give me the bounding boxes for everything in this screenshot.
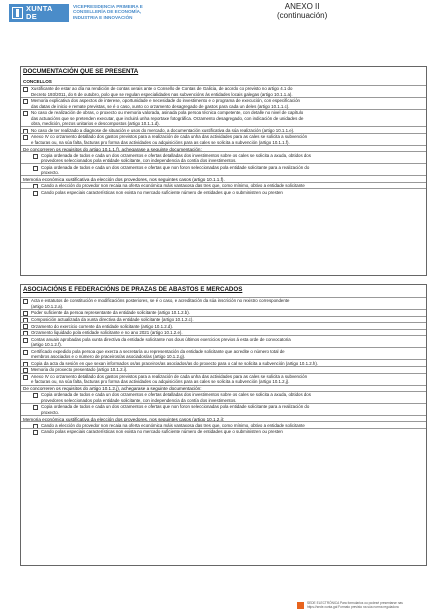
checklist-item bbox=[21, 359, 426, 366]
checklist-item bbox=[21, 163, 426, 175]
section-title: ASOCIACIÓNS E FEDERACIÓNS DE PRAZAS DE ABASTOS E MERCADOS bbox=[23, 286, 243, 293]
item-text-line: Anexo IV co orzamento detallado dos gastos previstos para a realización de cada unha das actividades para as cales se solicita a subvención bbox=[31, 134, 308, 140]
checkbox[interactable] bbox=[33, 166, 38, 171]
checklist-item bbox=[21, 182, 426, 189]
checklist-item bbox=[21, 316, 426, 323]
item-text-line: Orzamento liquidado pola entidade solicitante e no ano 2021 (artigo 10.1.2.e). bbox=[31, 330, 183, 336]
checklist-item bbox=[21, 391, 426, 403]
dept-line: VICEPRESIDENCIA PRIMEIRA E bbox=[73, 4, 143, 9]
checklist-item bbox=[21, 309, 426, 316]
item-text-line: provedores seleccionados pola entidade solicitante, con independencia da contía dos investimentos. bbox=[41, 158, 237, 164]
item-text-line: provedores seleccionados pola entidade solicitante, con independencia da contía dos investimentos. bbox=[41, 397, 237, 403]
checklist-item bbox=[21, 133, 426, 145]
item-text-line: e facturas ou, na súa falta, facturas pro forma das actividades ou adquisicións para as cales se solicita a subvención (artigo 10.1.2.j). bbox=[31, 379, 290, 385]
checkbox[interactable] bbox=[23, 299, 28, 304]
section-title: DOCUMENTACIÓN QUE SE PRESENTA bbox=[23, 68, 139, 75]
checklist-item bbox=[21, 151, 426, 163]
checklist-item bbox=[21, 329, 426, 336]
item-text-line: membros asociados e o número de praceiros/as asociados/as (artigo 10.1.2.g). bbox=[31, 354, 186, 360]
item-text-line: Certificado expedido pola persoa que exerza a secretaría ou representación da entidade solicitante que acredite o número total de bbox=[31, 348, 285, 354]
item-text bbox=[31, 349, 424, 360]
item-text-line: proxecto. bbox=[41, 170, 60, 176]
checkbox[interactable] bbox=[33, 405, 38, 410]
item-text-line: No caso de ter realizado a diagnose de situación e usos do mercado, a documentación xustificativa da súa realización (artigo 10.1.1.e). bbox=[31, 127, 295, 133]
item-text bbox=[31, 374, 424, 385]
item-text bbox=[31, 134, 424, 145]
checkbox[interactable] bbox=[33, 430, 38, 435]
checkbox[interactable] bbox=[23, 350, 28, 355]
competing-label-text: De concorreren os requisitos do artigo 10.1.2.j), achegarase a seguinte documentación: bbox=[23, 386, 202, 392]
checklist-item bbox=[21, 373, 426, 385]
checklist-item bbox=[21, 403, 426, 415]
item-text-line: Contas anuais aprobadas pola xunta directiva da entidade solicitante nos dous últimos exercicios previos á esta orde de convocatoria bbox=[31, 336, 291, 342]
item-text-line: Copia ordenada de todos e cada un dos orzamentos e ofertas detalladas dos investimentos sobre os cales se solicita a axuda, obtidos dos bbox=[41, 392, 311, 398]
item-text-line: Memoria explicativa dos aspectos de interese, oportunidade e necesidade do investimento e o programa de execución, con especificación bbox=[31, 98, 300, 104]
checklist-item bbox=[21, 347, 426, 359]
sede-electronica-icon bbox=[297, 602, 304, 609]
department-name bbox=[73, 4, 173, 20]
checklist-item bbox=[21, 188, 426, 195]
checkbox[interactable] bbox=[23, 99, 28, 104]
item-text bbox=[41, 392, 424, 403]
checkbox[interactable] bbox=[33, 191, 38, 196]
checkbox[interactable] bbox=[23, 135, 28, 140]
item-text bbox=[41, 404, 424, 415]
item-text bbox=[41, 153, 424, 164]
checkbox[interactable] bbox=[23, 375, 28, 380]
checklist-item bbox=[21, 335, 426, 347]
footer-text bbox=[307, 601, 403, 609]
item-text-line: Orzamento do exercicio corrente da entidade solicitante (artigo 10.1.2.d). bbox=[31, 323, 174, 329]
footer-line: https://sede.xunta.gal Formato previsto na súa norma reguladora bbox=[307, 605, 399, 609]
xunta-emblem-icon bbox=[12, 7, 23, 19]
checkbox[interactable] bbox=[23, 338, 28, 343]
item-text-line: Acta e estatutos de constitución e modificacións posteriores, se é o caso, e acreditación da súa inscrición no rexistro correspondente bbox=[31, 298, 290, 304]
item-text bbox=[31, 298, 424, 309]
dept-line: INDUSTRIA E INNOVACIÓN bbox=[73, 14, 133, 20]
item-text-line: Anexo IV co orzamento detallado dos gastos previstos para a realización de cada unha das actividades para as cales se solicita a subvención bbox=[31, 373, 308, 379]
checklist-item bbox=[21, 421, 426, 428]
group-label: CONCELLOS bbox=[23, 79, 52, 84]
item-text-line: No caso de realización de obras, o proxecto ou memoria valorada, asinada pola persoa técnica competente, con detalle no nivel de capítulo bbox=[31, 110, 304, 116]
item-text-line: Copia ordenada de todos e cada un dos orzamentos e ofertas que non foron seleccionadas pola entidade solicitante para a realización do bbox=[41, 404, 310, 410]
item-text bbox=[31, 337, 424, 348]
item-text-line: Composición actualizada da xunta directiva da entidade solicitante (artigo 10.1.2.c). bbox=[31, 316, 194, 322]
annex-title: ANEXO II bbox=[284, 2, 320, 11]
checklist-item bbox=[21, 126, 426, 133]
checklist-item bbox=[21, 297, 426, 309]
checklist-item bbox=[21, 109, 426, 126]
item-text-line: Poder suficiente da persoa representante da entidade solicitante (artigo 10.1.2.b). bbox=[31, 310, 190, 316]
xunta-logo bbox=[9, 4, 69, 29]
checklist-item bbox=[21, 428, 426, 435]
checklist-item bbox=[21, 97, 426, 109]
checkbox[interactable] bbox=[33, 154, 38, 159]
item-text bbox=[41, 429, 424, 434]
logo-line2: DE GALICIA bbox=[26, 12, 59, 29]
logo-line1: XUNTA bbox=[26, 4, 53, 13]
memo-label-text: Memoria económica xustificativa da elección dos provedores, nos seguintes casos (artigo 10.1.1.f). bbox=[23, 176, 225, 182]
item-text-line: e facturas ou, na súa falta, facturas pro forma das actividades ou adquisicións para as cales se solicita a subvención (artigo 10.1.1.f). bbox=[31, 139, 290, 145]
item-text-line: Xustificante de estar ao día na rendición de contas xerais ante o Consello de Contas de Galicia, de acordo co previsto no artigo 4.1 do bbox=[31, 86, 293, 92]
checklist-item bbox=[21, 366, 426, 373]
page-header bbox=[9, 2, 429, 29]
dept-line: CONSELLERÍA DE ECONOMÍA, bbox=[73, 9, 142, 15]
documentation-section-concellos bbox=[20, 66, 427, 276]
item-text-line: das actuacións que se pretenden executar, que incluirá unha reportaxe fotográfica. Orzamento desagregado, con indicación de unidades de bbox=[31, 115, 304, 121]
memo-label-text: Memoria económica xustificativa da elección dos provedores, nos seguintes casos (artigo 10.1.2.j): bbox=[23, 416, 225, 422]
item-text bbox=[31, 86, 424, 97]
footer-line: SEDE ELECTRÓNICA Para formularios ou podesé presentarse nas bbox=[307, 601, 403, 605]
item-text-line: proxecto. bbox=[41, 409, 60, 415]
annex-subtitle: (continuación) bbox=[277, 10, 328, 20]
checklist-item bbox=[21, 322, 426, 329]
item-text bbox=[31, 98, 424, 109]
item-text-line: Copia ordenada de todos e cada un dos orzamentos e ofertas que non foron seleccionadas pola entidade solicitante para a realización do bbox=[41, 164, 310, 170]
item-text-line: (artigo 10.1.2.a). bbox=[31, 303, 64, 309]
checklist-item bbox=[21, 85, 426, 97]
item-text bbox=[31, 110, 424, 126]
item-text-line: Memoria do proxecto presentado (artigo 10.1.2.i). bbox=[31, 367, 128, 373]
item-text-line: das datas de inicio e remate previstas, se é o caso, xunto co orzamento desagregado de gastos para cada un deles (artigo 10.1.1.c). bbox=[31, 103, 290, 109]
item-text-line: obra, medición, prezos unitarios e descompostos (artigo 10.1.1.d). bbox=[31, 121, 160, 127]
item-text bbox=[41, 165, 424, 176]
documentation-section-associations bbox=[20, 284, 427, 566]
item-text-line: Cando polas especiais características non exista no mercado suficiente número de entidades que o subministren ou presten bbox=[41, 189, 283, 195]
item-text-line: Cando a elección do provedor non recaia na oferta económica máis vantaxosa das tres que, como mínimo, obtivo a entidade solicitante bbox=[41, 183, 305, 189]
item-text-line: Cando a elección do provedor non recaia na oferta económica máis vantaxosa das tres que, como mínimo, obtivo a entidade solicitante bbox=[41, 422, 305, 428]
item-text-line: (artigo 10.1.2.f). bbox=[31, 342, 62, 348]
item-text-line: Copia ordenada de todos e cada un dos orzamentos e ofertas detalladas dos investimentos sobre os cales se solicita a axuda, obtidos dos bbox=[41, 152, 311, 158]
checkbox[interactable] bbox=[23, 111, 28, 116]
item-text-line: Cando polas especiais características non exista no mercado suficiente número de entidades que o subministren ou presten bbox=[41, 429, 283, 435]
checkbox[interactable] bbox=[23, 87, 28, 92]
page-footer bbox=[297, 601, 437, 613]
item-text-line: Decreto 193/2011, do 6 de outubro, polo que se regulan especialidades nas subvencións ás entidades locais galegas (artigo 10.1.1.a). bbox=[31, 91, 293, 97]
competing-label-text: De concorreren os requisitos do artigo 10.1.1.f), achegarase a seguinte documentación: bbox=[23, 146, 202, 152]
item-text bbox=[41, 190, 424, 195]
annex-heading bbox=[277, 3, 327, 20]
checkbox[interactable] bbox=[33, 393, 38, 398]
item-text-line: Copia da acta da sesión en que sexan informados os/as praceiros/as asociados/as do proxecto para o cal se solicita a subvención (artigo 10.1.2.h). bbox=[31, 360, 319, 366]
